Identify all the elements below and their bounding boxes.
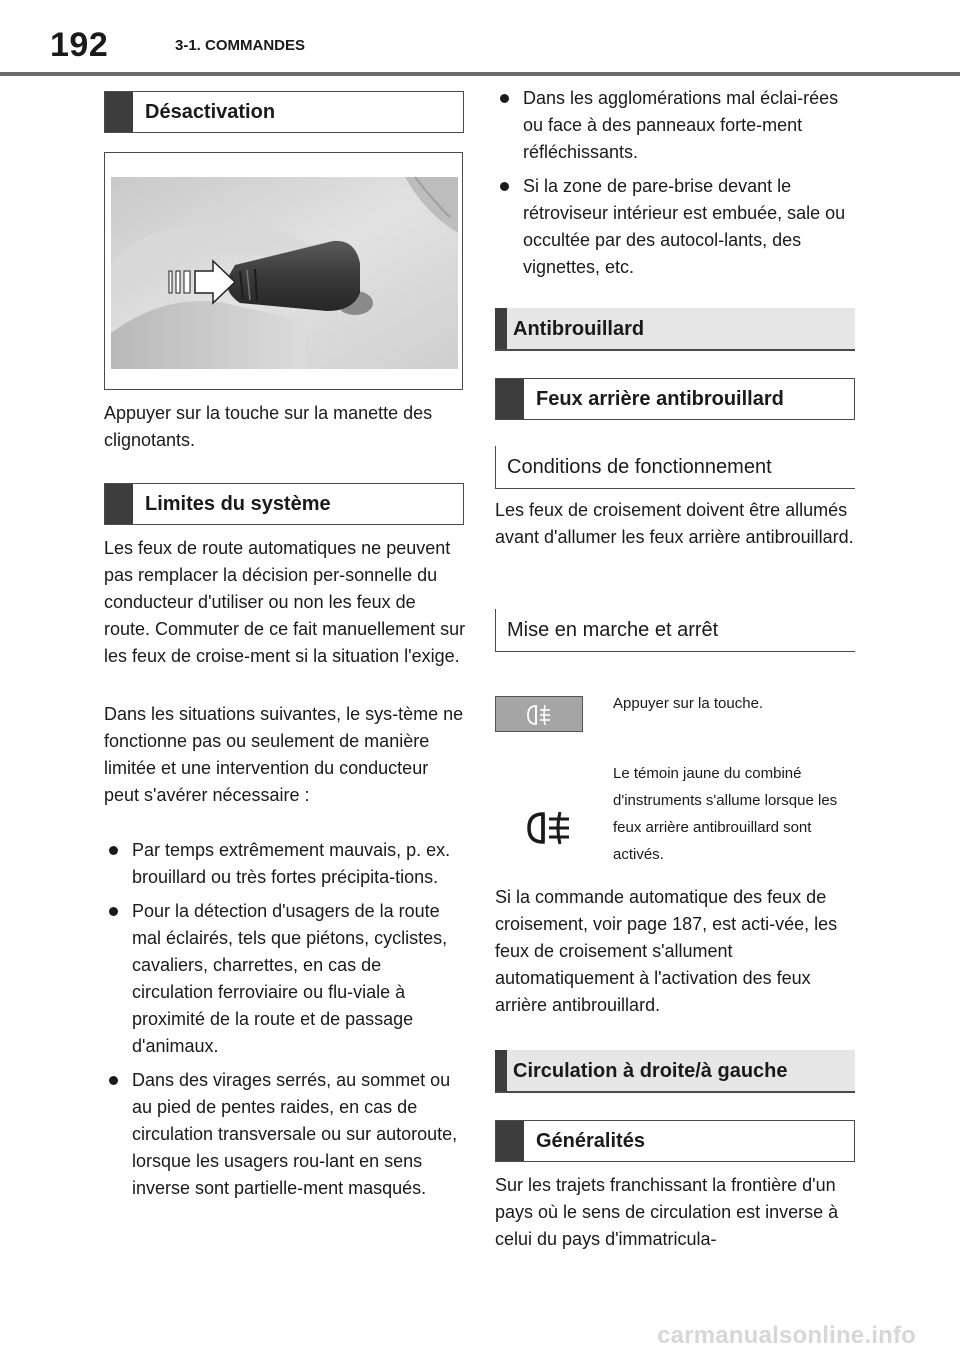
list-item: Par temps extrêmement mauvais, p. ex. brouillard ou très fortes précipita-tions. [104,837,466,891]
subsection-mise-en-marche [495,609,855,652]
limites-paragraph-2: Dans les situations suivantes, le sys-tème ne fonctionne pas ou seulement de manière limitée et une intervention du conducteur peut s'avérer nécessaire : [104,704,464,805]
automatic-lights-text: Si la commande automatique des feux de croisement, voir page 187, est acti-vée, les feux de croisement s'allument automatiquement à l'activation des feux arrière antibrouillard. [495,887,838,1015]
indicator-description: Le témoin jaune du combiné d'instruments s'allume lorsque les feux arrière antibrouillard sont activés. [613,765,838,863]
section-title: Circulation à droite/à gauche [513,1059,788,1082]
list-item: Dans des virages serrés, au sommet ou au pied de pentes raides, en cas de circulation transversale ou sur autoroute, lorsque les usagers rou-lant en sens inverse sont partielle-ment masqués. [104,1067,466,1202]
watermark [0,1320,960,1349]
limites-bullet-list-continued [495,85,857,288]
section-title: Désactivation [145,101,276,123]
section-title: Généralités [536,1130,645,1152]
header-rule [0,72,960,76]
list-item: Dans les agglomérations mal éclai-rées ou face à des panneaux forte-ment réfléchissants. [495,85,857,166]
section-title: Antibrouillard [513,317,645,340]
section-title: Feux arrière antibrouillard [536,388,784,410]
generalites-text: Sur les trajets franchissant la frontière d'un pays où le sens de circulation est inverse à celui du pays d'immatricula- [495,1175,839,1249]
turn-signal-stalk-illustration [104,152,463,390]
section-limites [104,483,464,525]
chapter-title: 3-1. COMMANDES [175,37,306,54]
limites-paragraph-1: Les feux de route automatiques ne peuvent pas remplacer la décision per-sonnelle du conducteur d'utiliser ou non les feux de route. Commuter de ce fait manuellement sur les feux de croise-ment si la situation l'exige. [104,538,466,666]
subsection-title: Conditions de fonctionnement [507,456,772,478]
page-header [0,0,960,76]
section-circulation [495,1050,855,1093]
conditions-text: Les feux de croisement doivent être allumés avant d'allumer les feux arrière antibrouillard. [495,500,854,547]
section-title: Limites du système [145,493,331,515]
rear-fog-indicator [525,808,575,848]
rear-fog-light-button [495,696,583,732]
section-generalites [495,1120,855,1162]
page-number: 192 [50,26,109,64]
section-desactivation [104,91,464,133]
desactivation-text: Appuyer sur la touche sur la manette des clignotants. [104,403,433,450]
subsection-conditions [495,446,855,489]
list-item: Pour la détection d'usagers de la route mal éclairés, tels que piétons, cyclistes, cavaliers, charrettes, en cas de circulation ferroviaire ou flu-viale à proximité de la route et de passage d'animaux. [104,898,466,1060]
button-description: Appuyer sur la touche. [613,695,764,712]
rear-fog-light-icon [496,697,584,733]
watermark-text: carmanualsonline.info [657,1322,916,1349]
stalk-figure-svg [105,153,463,390]
limites-bullet-list [104,837,466,1209]
section-antibrouillard [495,308,855,351]
list-item: Si la zone de pare-brise devant le rétroviseur intérieur est embuée, sale ou occultée par des autocol-lants, des vignettes, etc. [495,173,857,281]
subsection-title: Mise en marche et arrêt [507,619,719,641]
section-feux-arriere [495,378,855,420]
rear-fog-indicator-icon [525,808,575,848]
